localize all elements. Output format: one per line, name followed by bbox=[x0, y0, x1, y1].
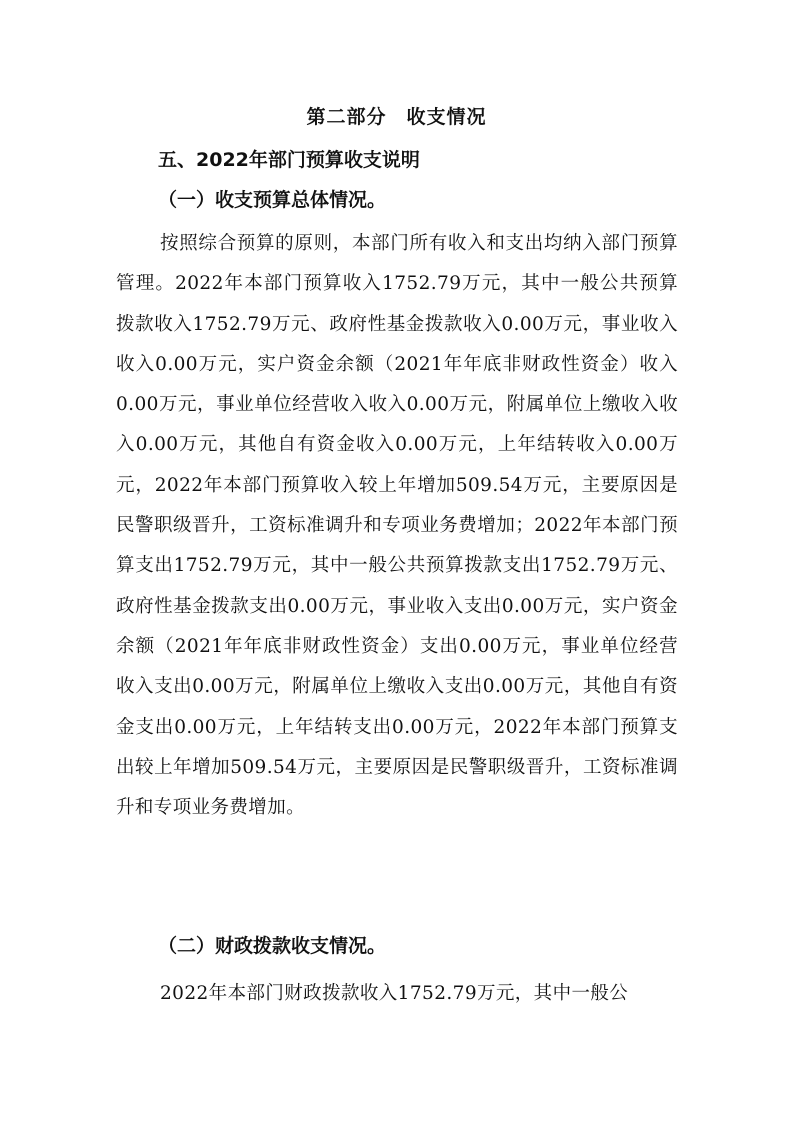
section-heading: 五、2022年部门预算收支说明 bbox=[158, 149, 420, 171]
part-title: 第二部分 收支情况 bbox=[306, 106, 487, 128]
body-paragraph-fiscal: 2022年本部门财政拨款收入1752.79万元，其中一般公 bbox=[160, 983, 629, 1004]
body-paragraph-overall: 按照综合预算的原则，本部门所有收入和支出均纳入部门预算管理。2022年本部门预算收入1752.79万元，其中一般公共预算拨款收入1752.79万元、政府性基金拨款收入0.00万元，事业收入收入0.00万元，实户资金余额（2021年年底非财政性资金）收入0.00万元，事业单位经营收入收入0.00万元，附属单位上缴收入收入0.00万元，其他自有资金收入0.00万元，上年结转收入0.00万元，2022年本部门预算收入较上年增加509.54万元，主要原因是民警职级晋升，工资标准调升和专项业务费增加；2022年本部门预算支出1752.79万元，其中一般公共预算拨款支出1752.79万元、政府性基金拨款支出0.00万元，事业收入支出0.00万元，实户资金余额（2021年年底非财政性资金）支出0.00万元，事业单位经营收入支出0.00万元，附属单位上缴收入支出0.00万元，其他自有资金支出0.00万元，上年结转支出0.00万元，2022年本部门预算支出较上年增加509.54万元，主要原因是民警职级晋升，工资标准调升和专项业务费增加。 bbox=[116, 233, 678, 819]
subsection-heading-fiscal: （二）财政拨款收支情况。 bbox=[158, 935, 387, 957]
subsection-heading-overall: （一）收支预算总体情况。 bbox=[158, 189, 387, 211]
